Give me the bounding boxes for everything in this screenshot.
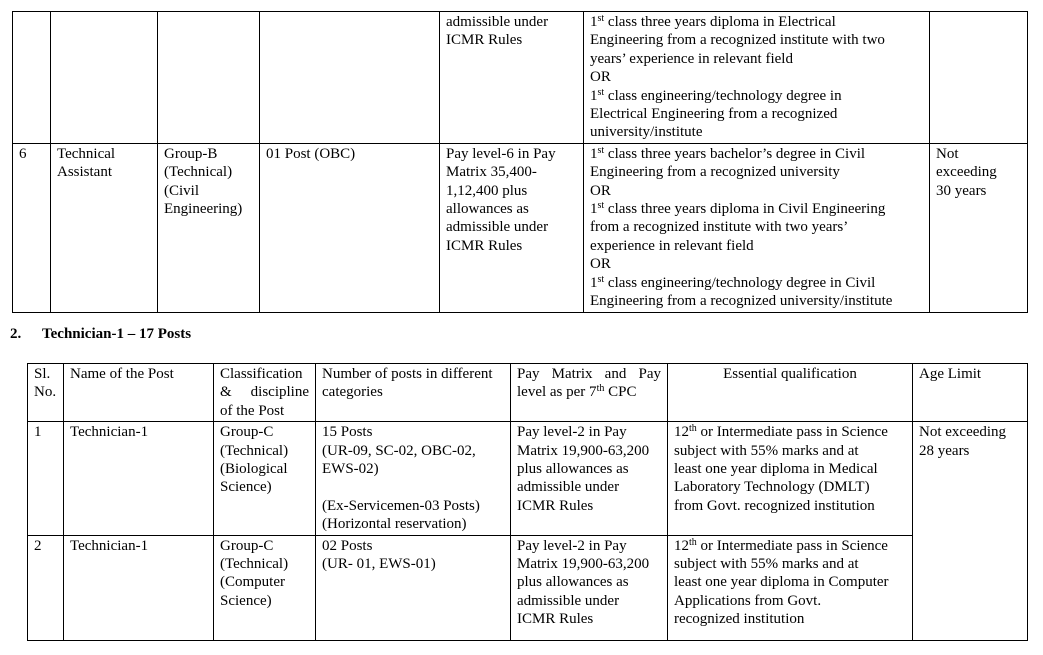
age-limit-cell [913, 422, 1028, 640]
classification-cell [214, 422, 316, 535]
number-of-posts-cell [260, 12, 440, 144]
pay-matrix-cell [511, 422, 668, 535]
qualification-line: recognized institution [674, 611, 805, 628]
qualification-line: subject with 55% marks and at [674, 556, 859, 573]
qualification-cell [668, 535, 913, 640]
qualification-cell [668, 422, 913, 535]
sl-cell: 2 [28, 535, 64, 640]
qualification-line: least one year diploma in Computer [674, 574, 889, 591]
cell-line: Pay level-2 in Pay [517, 424, 627, 441]
table-row [28, 535, 1028, 640]
cell-line: Group-C [220, 537, 274, 554]
qualification-line: OR [590, 182, 611, 199]
qualification-line: Applications from Govt. [674, 592, 822, 609]
qualification-line: 1st class three years diploma in Electrical [590, 13, 836, 30]
cell-line: Matrix 35,400- [446, 164, 537, 181]
number-of-posts-cell: 01 Post (OBC) [260, 143, 440, 312]
age-limit-cell [930, 12, 1028, 144]
cell-line: (Technical) [220, 442, 289, 459]
table-row [13, 143, 1028, 312]
qualification-line: 1st class engineering/technology degree in Civil [590, 273, 876, 291]
post-name-cell: Technician-1 [64, 535, 214, 640]
cell-line: Matrix 19,900-63,200 [517, 556, 650, 573]
cell-line: (Civil [164, 182, 200, 199]
qualification-line: OR [590, 69, 611, 86]
cell-line: (UR-09, SC-02, OBC-02, [322, 442, 476, 459]
cell-line: Not exceeding [919, 424, 1007, 441]
cell-line: exceeding [936, 164, 997, 181]
post-name-cell [51, 143, 158, 312]
cell-line: Group-C [220, 424, 274, 441]
cell-line: Engineering) [164, 201, 243, 218]
qualification-cell [584, 12, 930, 144]
cell-line: plus allowances as [517, 574, 629, 591]
age-limit-cell [930, 143, 1028, 312]
qualification-line: least one year diploma in Medical [674, 461, 878, 478]
cell-line: Not [936, 145, 959, 162]
qualification-line: Engineering from a recognized university [590, 164, 840, 181]
table-header-row [28, 364, 1028, 422]
cell-line: Science) [220, 479, 272, 496]
section-number: 2. [10, 326, 22, 342]
qualification-line: subject with 55% marks and at [674, 442, 859, 459]
cell-line: 28 years [919, 442, 970, 459]
qualification-line: 12th or Intermediate pass in Science [674, 536, 888, 554]
cell-line: admissible under [517, 592, 620, 609]
qualification-line: years’ experience in relevant field [590, 50, 793, 67]
header-pay-matrix: Pay Matrix and Pay level as per 7th CPC [511, 364, 668, 422]
cell-line: (UR- 01, EWS-01) [322, 556, 436, 573]
cell-line: admissible under [446, 219, 549, 236]
cell-line: (Computer [220, 574, 285, 591]
pay-matrix-cell [511, 535, 668, 640]
header-number-of-posts: Number of posts in different categories [316, 364, 511, 422]
post-name-cell: Technician-1 [64, 422, 214, 535]
cell-line: allowances as [446, 201, 529, 218]
cell-line: Pay level-2 in Pay [517, 537, 627, 554]
cell-line: 02 Posts [322, 537, 373, 554]
cell-line: (Technical) [220, 556, 289, 573]
qualification-line: 12th or Intermediate pass in Science [674, 423, 888, 441]
qualification-line: Electrical Engineering from a recognized [590, 106, 838, 123]
sl-cell: 6 [13, 143, 51, 312]
header-post-name: Name of the Post [64, 364, 214, 422]
cell-line: ICMR Rules [517, 611, 594, 628]
number-of-posts-cell [316, 422, 511, 535]
sl-cell: 1 [28, 422, 64, 535]
cell-line: Technical [57, 145, 116, 162]
number-of-posts-cell [316, 535, 511, 640]
qualification-line: Engineering from a recognized university/institute [590, 293, 893, 310]
cell-line: (Ex-Servicemen-03 Posts) [322, 497, 480, 514]
technician-table [27, 363, 1028, 641]
cell-line: ICMR Rules [446, 32, 523, 49]
cell-line: (Technical) [164, 164, 233, 181]
classification-cell [158, 12, 260, 144]
section-heading [10, 326, 191, 343]
header-sl: Sl. No. [28, 364, 64, 422]
cell-line: 15 Posts [322, 424, 373, 441]
header-age-limit: Age Limit [913, 364, 1028, 422]
cell-line: (Biological [220, 461, 288, 478]
sl-cell [13, 12, 51, 144]
cell-line: 1,12,400 plus [446, 182, 528, 199]
qualification-line: from a recognized institute with two years’ [590, 219, 849, 236]
cell-line: Pay level-6 in Pay [446, 145, 556, 162]
cell-line: admissible under [446, 14, 549, 30]
cell-line: (Horizontal reservation) [322, 516, 467, 533]
qualification-line: Engineering from a recognized institute with two [590, 32, 885, 49]
qualification-line: 1st class three years diploma in Civil Engineering [590, 200, 886, 218]
pay-matrix-cell [440, 12, 584, 144]
cell-line: Group-B [164, 145, 218, 162]
cell-line: admissible under [517, 479, 620, 496]
table-row [13, 12, 1028, 144]
qualification-line: university/institute [590, 124, 703, 141]
header-classification: Classification & discipline of the Post [214, 364, 316, 422]
post-name-cell [51, 12, 158, 144]
qualification-line: from Govt. recognized institution [674, 497, 875, 514]
qualification-line: Laboratory Technology (DMLT) [674, 479, 870, 496]
qualification-line: experience in relevant field [590, 237, 754, 254]
qualification-line: OR [590, 256, 611, 273]
classification-cell [214, 535, 316, 640]
cell-line: Assistant [57, 164, 113, 181]
cell-line: EWS-02) [322, 461, 379, 478]
classification-cell [158, 143, 260, 312]
cell-line: ICMR Rules [446, 237, 523, 254]
qualification-line: 1st class three years bachelor’s degree in Civil [590, 144, 866, 162]
posts-table-continued [12, 11, 1028, 313]
cell-line: Science) [220, 592, 272, 609]
cell-line: 30 years [936, 182, 987, 199]
qualification-line: 1st class engineering/technology degree in [590, 86, 842, 104]
cell-line: ICMR Rules [517, 497, 594, 514]
cell-line: plus allowances as [517, 461, 629, 478]
cell-line: Matrix 19,900-63,200 [517, 442, 650, 459]
table-row [28, 422, 1028, 535]
qualification-cell [584, 143, 930, 312]
pay-matrix-cell [440, 143, 584, 312]
section-title: Technician-1 – 17 Posts [42, 326, 192, 342]
header-qualification: Essential qualification [668, 364, 913, 422]
